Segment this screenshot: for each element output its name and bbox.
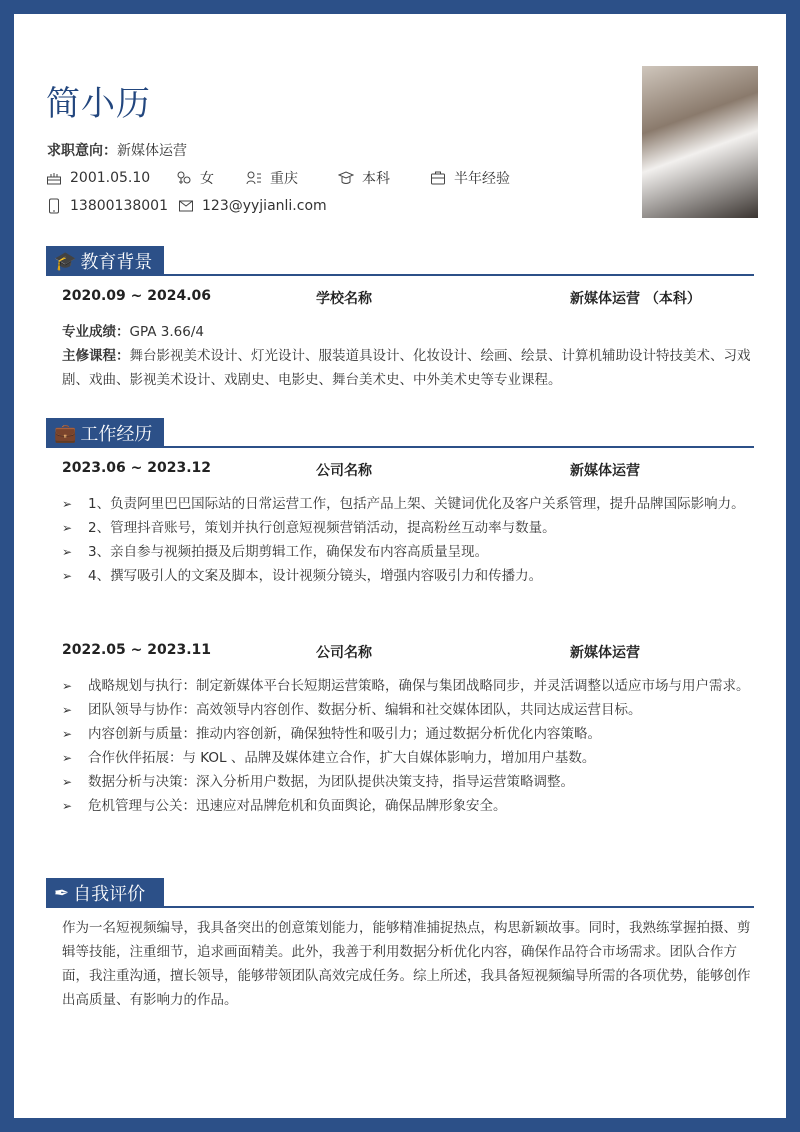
section-work: 💼 工作经历 [46,418,754,448]
degree-item: 本科 [338,168,430,188]
self-evaluation-text: 作为一名短视频编导，我具备突出的创意策划能力，能够精准捕捉热点，构思新颖故事。同时，我熟练掌握拍摄、剪辑等技能，注重细节，追求画面精美。此外，我善于利用数据分析优化内容，确保作品符合市场需求。团队合作方面，我注重沟通，擅长领导，能够带领团队高效完成任务。综上所述，我具备短视频编导所需的各项优势，能够创作出高质量、有影响力的作品。 [62,920,751,1008]
email-item: 123@yyjianli.com [178,198,327,214]
city-item: 重庆 [246,168,338,188]
graduation-cap-icon [338,170,354,186]
phone-icon [46,198,62,214]
phone-item: 13800138001 [46,198,178,214]
cake-icon [46,170,62,186]
resume-page: 简小历 求职意向：新媒体运营 2001.05.10 女 重庆 本科 半年经验 13800138001 123@yyjianli.com 🎓 教育背景 2020.09 ~ 2024.06 学校名称 新媒体运营 （本科） 专业成绩：GPA 3.66/4 主修课程：舞台影视美术设计、灯光设计、服装道具设计、化妆设计、绘画、绘景、计算机辅助设计特技美术、习戏剧、戏曲、影视美术设计、戏剧史、电影史、舞台美术史、中外美术史等专业课程。 💼 工作经历 2023.06 ~ 2023.12 公司名称 新媒体运营 ➢ 1、负责阿里巴巴国际站的日常运营工作，包括产品上架、关键词优化及客户关系管理，提升品牌国际影响力。 ➢ 2、管理抖音账号，策划并执行创意短视频营销活动，提高粉丝互动率与数量。 ➢ 3、亲自参与视频拍摄及后期剪辑工作，确保发布内容高质量呈现。 ➢ 4、撰写吸引人的文案及脚本，设计视频分镜头，增强内容吸引力和传播力。 2022.05 ~ 2023.11 公司名称 新媒体运营 ➢ 战略规划与执行：制定新媒体平台长短期运营策略，确保与集团战略同步，并灵活调整以适应市场与用户需求。 ➢ 团队领导与协作：高效领导内容创作、数据分析、编辑和社交媒体团队，共同达成运营目标。 ➢ 内容创新与质量：推动内容创新，确保独特性和吸引力；通过数据分析优化内容策略。 ➢ 合作伙伴拓展：与 KOL 、品牌及媒体建立合作，扩大自媒体影响力，增加用户基数。 ➢ 数据分析与决策：深入分析用户数据，为团队提供决策支持，指导运营策略调整。 ➢ 危机管理与公关：迅速应对品牌危机和负面舆论，确保品牌形象安全。 ✒ 自我评价 作为一名短视频编导，我具备突出的创意策划能力，能够精准捕捉热点，构思新颖故事。同时，我熟练掌握拍摄、剪辑等技能，注重细节，追求画面精美。此外，我善于利用数据分析优化内容，确保作品符合市场需求。团队合作方面，我注重沟通，擅长领导，能够带领团队高效完成任务。综上所述，我具备短视频编导所需的各项优势，能够创作出高质量、有影响力的作品。 [14,14,786,1118]
education-details: 专业成绩：GPA 3.66/4 主修课程：舞台影视美术设计、灯光设计、服装道具设计、化妆设计、绘画、绘景、计算机辅助设计特技美术、习戏剧、戏曲、影视美术设计、戏剧史、电影史、舞台美术史、中外美术史等专业课程。 [62,324,751,388]
job-intent: 求职意向：新媒体运营 [47,143,187,159]
list-item: ➢ 危机管理与公关：迅速应对品牌危机和负面舆论，确保品牌形象安全。 [62,794,752,818]
mail-icon [178,198,194,214]
list-item: ➢ 3、亲自参与视频拍摄及后期剪辑工作，确保发布内容高质量呈现。 [62,540,752,564]
user-list-icon [246,170,262,186]
section-self-evaluation: ✒ 自我评价 [46,878,754,908]
graduation-cap-icon: 🎓 [54,250,77,272]
job-duties [62,492,752,588]
experience-item: 半年经验 [430,168,510,188]
profile-photo [642,66,758,218]
list-item: ➢ 4、撰写吸引人的文案及脚本，设计视频分镜头，增强内容吸引力和传播力。 [62,564,752,588]
list-item: ➢ 1、负责阿里巴巴国际站的日常运营工作，包括产品上架、关键词优化及客户关系管理，提升品牌国际影响力。 [62,492,752,516]
list-item: ➢ 合作伙伴拓展：与 KOL 、品牌及媒体建立合作，扩大自媒体影响力，增加用户基数。 [62,746,752,770]
list-item: ➢ 团队领导与协作：高效领导内容创作、数据分析、编辑和社交媒体团队，共同达成运营目标。 [62,698,752,722]
info-row-1 [46,168,510,188]
section-education: 🎓 教育背景 [46,246,754,276]
briefcase-icon: 💼 [54,422,77,444]
list-item: ➢ 战略规划与执行：制定新媒体平台长短期运营策略，确保与集团战略同步，并灵活调整以适应市场与用户需求。 [62,674,752,698]
job-duties [62,674,752,818]
info-row-2 [46,198,327,214]
briefcase-icon [430,170,446,186]
candidate-name: 简小历 [46,84,151,124]
birth-item: 2001.05.10 [46,170,176,186]
pen-icon: ✒ [54,882,70,904]
gender-item: 女 [176,168,246,188]
list-item: ➢ 数据分析与决策：深入分析用户数据，为团队提供决策支持，指导运营策略调整。 [62,770,752,794]
gender-icon [176,170,192,186]
list-item: ➢ 2、管理抖音账号，策划并执行创意短视频营销活动，提高粉丝互动率与数量。 [62,516,752,540]
list-item: ➢ 内容创新与质量：推动内容创新，确保独特性和吸引力；通过数据分析优化内容策略。 [62,722,752,746]
